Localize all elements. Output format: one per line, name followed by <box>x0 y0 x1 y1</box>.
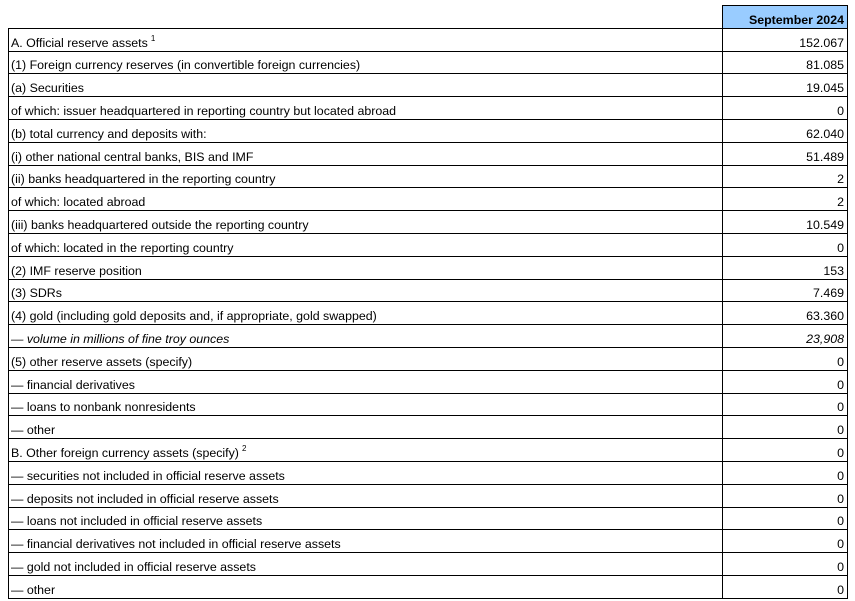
header-blank-cell <box>9 6 723 29</box>
table-row <box>9 28 848 51</box>
table-row <box>9 325 848 348</box>
reserve-assets-table <box>8 5 848 599</box>
row-label-cell <box>9 484 723 507</box>
row-value-cell: 152.067 <box>723 28 848 51</box>
row-value-cell: 10.549 <box>723 211 848 234</box>
row-value-cell: 0 <box>723 416 848 439</box>
row-label: (4) gold (including gold deposits and, if appropriate, gold swapped) <box>11 309 377 324</box>
table-row <box>9 119 848 142</box>
row-label: — financial derivatives not included in official reserve assets <box>11 537 341 552</box>
row-label-cell <box>9 165 723 188</box>
row-label-cell <box>9 302 723 325</box>
row-label-cell <box>9 370 723 393</box>
row-value-cell: 0 <box>723 484 848 507</box>
row-label-cell <box>9 142 723 165</box>
row-value-cell: 19.045 <box>723 74 848 97</box>
table-row <box>9 188 848 211</box>
row-label: (iii) banks headquartered outside the reporting country <box>11 217 309 232</box>
row-label-cell <box>9 325 723 348</box>
row-value-cell: 0 <box>723 233 848 256</box>
row-label: — financial derivatives <box>11 377 135 392</box>
row-label-cell <box>9 393 723 416</box>
row-label: (5) other reserve assets (specify) <box>11 354 193 369</box>
row-label: — other <box>11 582 56 597</box>
row-label-cell <box>9 416 723 439</box>
row-label-cell <box>9 575 723 598</box>
table-row <box>9 393 848 416</box>
row-label-cell <box>9 530 723 553</box>
row-label: — gold not included in official reserve assets <box>11 559 256 574</box>
row-value-cell: 0 <box>723 393 848 416</box>
row-label: — loans not included in official reserve assets <box>11 514 263 529</box>
row-label: A. Official reserve assets <box>11 35 148 50</box>
row-value-cell: 0 <box>723 507 848 530</box>
row-label-cell <box>9 553 723 576</box>
row-value-cell: 0 <box>723 347 848 370</box>
row-label-cell <box>9 97 723 120</box>
row-value-cell: 2 <box>723 188 848 211</box>
row-label-cell <box>9 51 723 74</box>
row-label-cell <box>9 119 723 142</box>
row-label: — volume in millions of fine troy ounces <box>11 331 230 346</box>
table-row <box>9 530 848 553</box>
table-row <box>9 51 848 74</box>
row-label: — loans to nonbank nonresidents <box>11 400 196 415</box>
row-label: of which: located abroad <box>11 195 146 210</box>
row-label-cell <box>9 461 723 484</box>
table-row <box>9 461 848 484</box>
row-label: B. Other foreign currency assets (specify) <box>11 445 239 460</box>
footnote-marker: 2 <box>241 443 247 453</box>
table-row <box>9 211 848 234</box>
row-value-cell: 0 <box>723 530 848 553</box>
row-value-cell: 23,908 <box>723 325 848 348</box>
row-label: — other <box>11 423 56 438</box>
row-value-cell: 81.085 <box>723 51 848 74</box>
row-label: — deposits not included in official reserve assets <box>11 491 279 506</box>
row-value-cell: 63.360 <box>723 302 848 325</box>
table-row <box>9 575 848 598</box>
row-label-cell <box>9 74 723 97</box>
table-row <box>9 416 848 439</box>
row-label: — securities not included in official reserve assets <box>11 468 285 483</box>
row-label: (a) Securities <box>11 81 84 96</box>
table-row <box>9 142 848 165</box>
table-body <box>9 28 848 598</box>
period-header: September 2024 <box>723 6 848 29</box>
row-value-cell: 0 <box>723 370 848 393</box>
table-row <box>9 484 848 507</box>
row-label: (i) other national central banks, BIS and IMF <box>11 149 254 164</box>
row-label: of which: issuer headquartered in reporting country but located abroad <box>11 103 397 118</box>
table-row <box>9 256 848 279</box>
row-label-cell <box>9 256 723 279</box>
row-label-cell <box>9 188 723 211</box>
row-value-cell: 0 <box>723 461 848 484</box>
row-value-cell: 7.469 <box>723 279 848 302</box>
table-row <box>9 347 848 370</box>
row-label-cell <box>9 28 723 51</box>
table-row <box>9 553 848 576</box>
table-row <box>9 233 848 256</box>
row-label: of which: located in the reporting country <box>11 240 234 255</box>
table-row <box>9 302 848 325</box>
row-label: (ii) banks headquartered in the reporting country <box>11 172 276 187</box>
table-row <box>9 439 848 462</box>
row-value-cell: 2 <box>723 165 848 188</box>
row-label-cell <box>9 233 723 256</box>
header-row <box>9 6 848 29</box>
row-label: (b) total currency and deposits with: <box>11 126 207 141</box>
footnote-marker: 1 <box>150 33 156 43</box>
row-label: (3) SDRs <box>11 286 62 301</box>
row-label-cell <box>9 279 723 302</box>
row-value-cell: 62.040 <box>723 119 848 142</box>
table-row <box>9 370 848 393</box>
table-row <box>9 279 848 302</box>
row-value-cell: 0 <box>723 553 848 576</box>
row-label-cell <box>9 439 723 462</box>
table-row <box>9 74 848 97</box>
table-row <box>9 97 848 120</box>
row-label-cell <box>9 347 723 370</box>
row-value-cell: 51.489 <box>723 142 848 165</box>
reserve-assets-table-container <box>8 5 848 599</box>
row-value-cell: 0 <box>723 97 848 120</box>
row-value-cell: 0 <box>723 575 848 598</box>
row-label-cell <box>9 507 723 530</box>
row-label: (2) IMF reserve position <box>11 263 142 278</box>
row-value-cell: 153 <box>723 256 848 279</box>
table-row <box>9 165 848 188</box>
table-row <box>9 507 848 530</box>
row-label-cell <box>9 211 723 234</box>
row-label: (1) Foreign currency reserves (in convertible foreign currencies) <box>11 58 361 73</box>
row-value-cell: 0 <box>723 439 848 462</box>
